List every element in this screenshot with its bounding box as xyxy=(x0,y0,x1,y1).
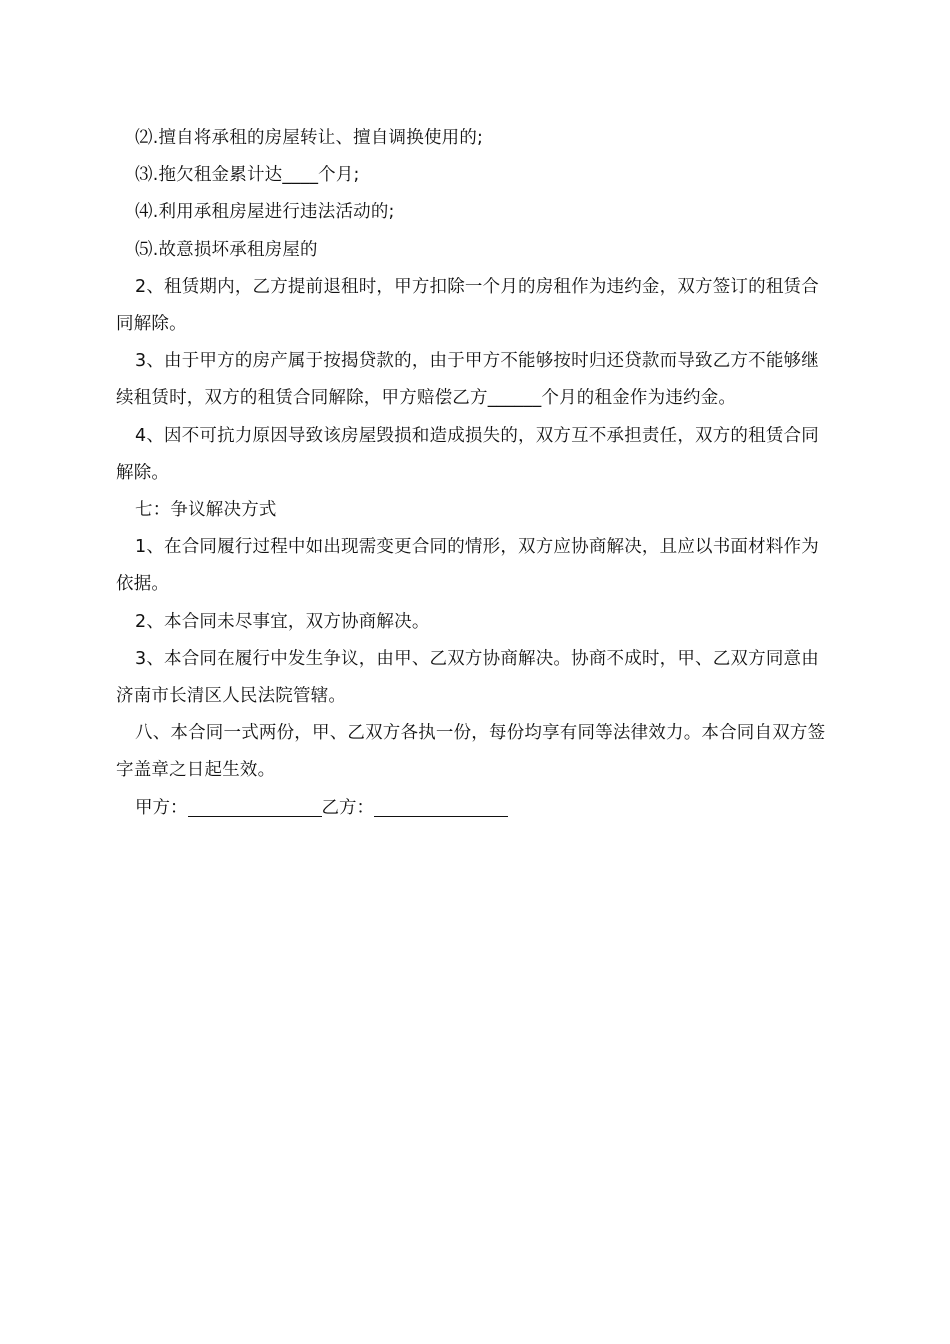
party-b-signature-line xyxy=(374,798,508,817)
signature-row xyxy=(116,790,836,827)
clause-dispute-2: 2、本合同未尽事宜，双方协商解决。 xyxy=(135,611,430,632)
clause-item-2: ⑵.擅自将承租的房屋转让、擅自调换使用的; xyxy=(135,128,484,148)
party-a-signature-line xyxy=(188,798,322,817)
clause-item-3: ⑶.拖欠租金累计达____个月; xyxy=(135,165,360,186)
clause-item-4: ⑷.利用承租房屋进行违法活动的; xyxy=(135,202,395,223)
party-a-label: 甲方： xyxy=(135,797,188,818)
document-body xyxy=(116,120,836,827)
clause-item-5: ⑸.故意损坏承租房屋的 xyxy=(135,239,318,260)
clause-dispute-3: 3、本合同在履行中发生争议，由甲、乙双方协商解决。协商不成时，甲、乙双方同意由济南市长清区人民法院管辖。 xyxy=(116,648,819,707)
clause-force-majeure: 4、因不可抗力原因导致该房屋毁损和造成损失的，双方互不承担责任，双方的租赁合同解除。 xyxy=(116,425,819,483)
clause-mortgage: 3、由于甲方的房产属于按揭贷款的，由于甲方不能够按时归还贷款而导致乙方不能够继续租赁时，双方的租赁合同解除，甲方赔偿乙方______个月的租金作为违约金。 xyxy=(116,351,819,409)
clause-copies: 八、本合同一式两份，甲、乙双方各执一份，每份均享有同等法律效力。本合同自双方签字盖章之日起生效。 xyxy=(116,723,826,781)
clause-early-termination: 2、租赁期内，乙方提前退租时，甲方扣除一个月的房租作为违约金，双方签订的租赁合同解除。 xyxy=(116,276,819,335)
party-b-label: 乙方： xyxy=(321,797,374,818)
section-heading-dispute: 七：争议解决方式 xyxy=(135,500,277,521)
clause-dispute-1: 1、在合同履行过程中如出现需变更合同的情形，双方应协商解决，且应以书面材料作为依据。 xyxy=(116,537,819,595)
